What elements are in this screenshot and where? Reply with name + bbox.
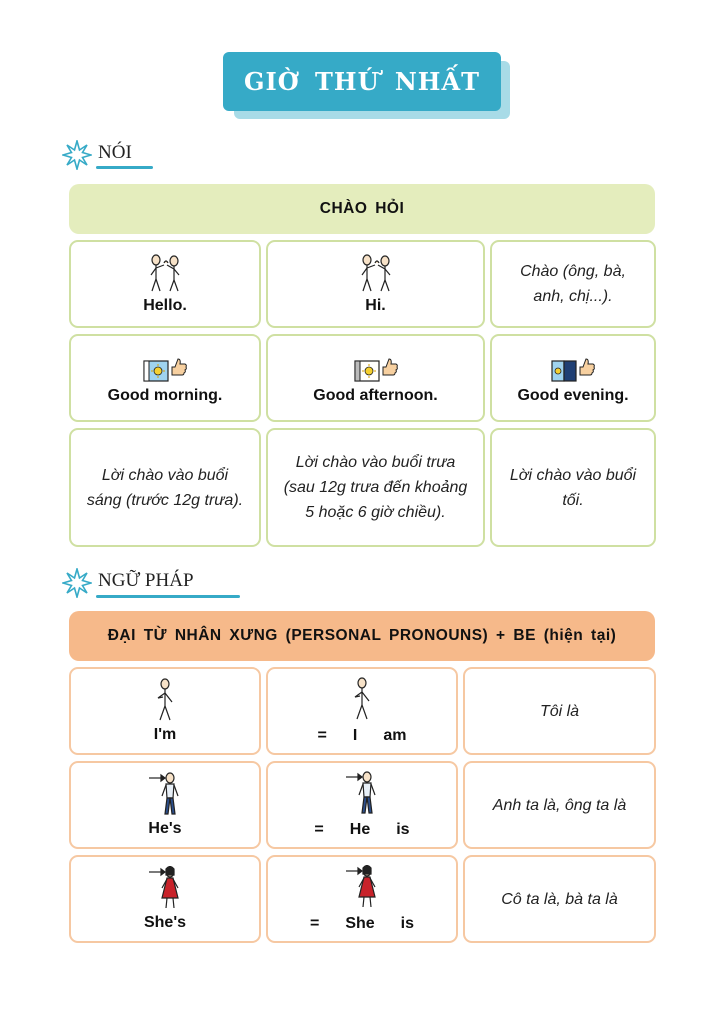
man-arrow-icon	[148, 772, 182, 816]
cell-meaning-he	[463, 761, 656, 849]
cell-hi	[266, 240, 485, 328]
equals-sign: =	[314, 821, 324, 838]
cell-hello-meaning	[490, 240, 656, 328]
subject-she: She	[345, 915, 375, 932]
cell-evening	[490, 334, 656, 422]
woman-arrow-icon	[148, 866, 182, 910]
subject-i: I	[352, 727, 358, 744]
meaning-morning: Lời chào vào buổi sáng (trước 12g trưa).	[86, 466, 244, 509]
meaning-he: Anh ta là, ông ta là	[492, 796, 627, 814]
pronouns-heading: ĐẠI TỪ NHÂN XƯNG (PERSONAL PRONOUNS) + BE (hiện tại)	[69, 611, 655, 661]
full-form-she	[310, 915, 414, 933]
cell-short-i	[69, 667, 261, 755]
woman-arrow-icon	[345, 865, 379, 909]
star-burst-icon	[62, 568, 92, 598]
meaning-evening: Lời chào vào buổi tối.	[509, 466, 637, 509]
word-hello: Hello.	[143, 297, 187, 314]
section-underline	[96, 166, 153, 169]
cell-hello	[69, 240, 261, 328]
person-pointing-self-icon	[150, 678, 180, 722]
subject-he: He	[349, 821, 371, 838]
word-good-evening: Good evening.	[517, 387, 629, 404]
cell-meaning-she	[463, 855, 656, 943]
person-pointing-self-icon	[347, 677, 377, 721]
section-label-grammar: NGỮ PHÁP	[98, 570, 194, 591]
page-title: GIỜ THỨ NHẤT	[223, 52, 501, 111]
people-greeting-icon	[145, 253, 185, 293]
section-grammar	[62, 568, 194, 598]
meaning-afternoon: Lời chào vào buổi trưa (sau 12g trưa đến khoảng 5 hoặc 6 giờ chiều).	[283, 454, 468, 521]
word-im: I'm	[153, 726, 177, 743]
verb-am: am	[383, 727, 407, 744]
cell-short-he	[69, 761, 261, 849]
meaning-she: Cô ta là, bà ta là	[501, 890, 618, 908]
cell-meaning-i	[463, 667, 656, 755]
word-hi: Hi.	[365, 297, 386, 314]
equals-sign: =	[317, 727, 327, 744]
section-label-speaking: NÓI	[98, 142, 132, 163]
man-arrow-icon	[345, 771, 379, 815]
cell-morning-meaning	[69, 428, 261, 547]
cell-full-she	[266, 855, 458, 943]
cell-afternoon	[266, 334, 485, 422]
cell-afternoon-meaning	[266, 428, 485, 547]
word-hes: He's	[148, 820, 182, 837]
sun-window-thumbs-up-icon	[353, 351, 399, 383]
word-good-morning: Good morning.	[107, 387, 223, 404]
people-greeting-icon	[356, 253, 396, 293]
cell-evening-meaning	[490, 428, 656, 547]
verb-is: is	[400, 915, 415, 932]
cell-morning	[69, 334, 261, 422]
word-good-afternoon: Good afternoon.	[313, 387, 438, 404]
full-form-he	[314, 821, 409, 839]
moon-window-thumbs-up-icon	[550, 351, 596, 383]
star-burst-icon	[62, 140, 92, 170]
section-underline	[96, 595, 240, 598]
word-shes: She's	[143, 914, 187, 931]
full-form-i	[318, 727, 407, 745]
cell-short-she	[69, 855, 261, 943]
equals-sign: =	[309, 915, 320, 932]
cell-full-i	[266, 667, 458, 755]
sun-window-thumbs-up-icon	[142, 351, 188, 383]
meaning-i: Tôi là	[539, 702, 580, 720]
verb-is: is	[396, 821, 410, 838]
greeting-heading: CHÀO HỎI	[69, 184, 655, 234]
cell-full-he	[266, 761, 458, 849]
meaning-hello: Chào (ông, bà, anh, chị...).	[520, 263, 626, 305]
